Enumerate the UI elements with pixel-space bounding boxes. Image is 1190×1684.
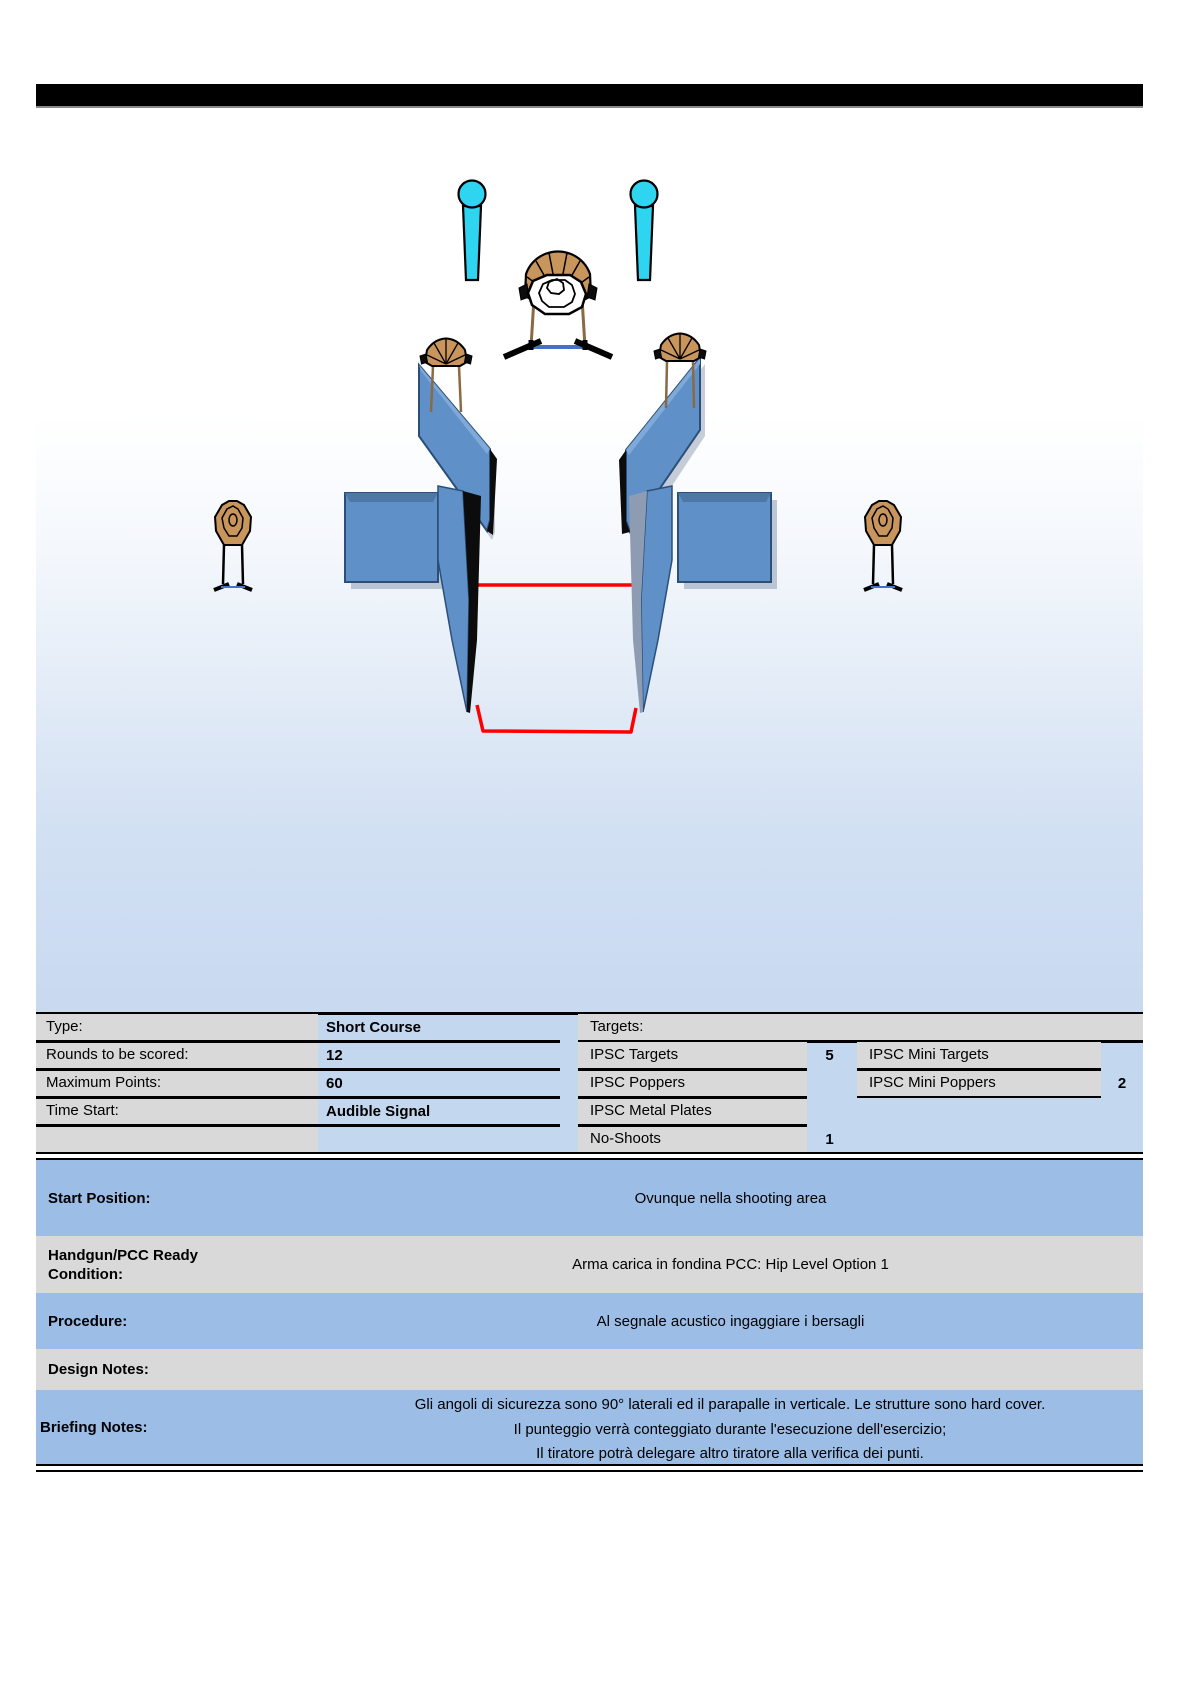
stage-info-table <box>36 1012 1143 1160</box>
procedure-content: Al segnale acustico ingaggiare i bersagli <box>596 1312 865 1330</box>
no-shoots-count: 1 <box>825 1131 834 1148</box>
start-position-label: Start Position: <box>48 1189 151 1207</box>
wall-left-channel <box>438 486 481 713</box>
ipsc-metal-plates-label: IPSC Metal Plates <box>578 1098 807 1124</box>
section-briefing-notes <box>36 1390 1143 1464</box>
targets-header: Targets: <box>578 1014 1143 1040</box>
ipsc-mini-poppers-label: IPSC Mini Poppers <box>857 1070 1101 1096</box>
ipsc-target-far-left <box>214 501 252 590</box>
ipsc-mini-targets-label: IPSC Mini Targets <box>857 1042 1101 1068</box>
type-label: Type: <box>36 1014 318 1040</box>
wall-right-horizontal <box>678 493 777 589</box>
section-procedure <box>36 1293 1143 1349</box>
wall-left-horizontal <box>345 493 444 589</box>
briefing-notes-content <box>300 1393 1160 1467</box>
ipsc-targets-label: IPSC Targets <box>578 1042 807 1068</box>
ready-condition-content: Arma carica in fondina PCC: Hip Level Option 1 <box>572 1256 889 1273</box>
no-shoots-label: No-Shoots <box>578 1126 807 1152</box>
popper-right <box>631 181 658 281</box>
briefing-line: Il tiratore potrà delegare altro tiratore alla verifica dei punti. <box>536 1445 924 1462</box>
section-design-notes <box>36 1349 1143 1390</box>
start-position-content: Ovunque nella shooting area <box>634 1189 827 1207</box>
bottom-double-line <box>36 1464 1143 1472</box>
max-points-value: 60 <box>326 1075 343 1092</box>
briefing-line: Il punteggio verrà conteggiato durante l'esecuzione dell'esercizio; <box>513 1420 947 1438</box>
ipsc-mini-poppers-count: 2 <box>1117 1075 1127 1092</box>
max-points-label: Maximum Points: <box>36 1070 318 1096</box>
rounds-label: Rounds to be scored: <box>36 1042 318 1068</box>
rounds-value: 12 <box>326 1047 343 1064</box>
section-ready-condition <box>36 1236 1143 1293</box>
title-bar <box>36 84 1143 108</box>
separator-double-line <box>36 1152 1143 1160</box>
time-start-value: Audible Signal <box>326 1103 431 1120</box>
briefing-line: Gli angoli di sicurezza sono 90° laterali ed il parapalle in verticale. Le strutture sono hard cover. <box>414 1396 1046 1413</box>
briefing-notes-label: Briefing Notes: <box>40 1418 148 1436</box>
design-notes-label: Design Notes: <box>48 1361 149 1378</box>
shooting-area-boundary <box>475 585 640 732</box>
section-start-position <box>36 1160 1143 1236</box>
wall-right-channel <box>629 486 672 713</box>
ipsc-poppers-label: IPSC Poppers <box>578 1070 807 1096</box>
stage-diagram <box>36 108 1143 1012</box>
procedure-label: Procedure: <box>48 1312 128 1330</box>
time-start-label: Time Start: <box>36 1098 318 1124</box>
ready-condition-label: Handgun/PCC Ready Condition: <box>48 1246 199 1283</box>
design-notes-content <box>318 1349 1143 1390</box>
no-shoot-target <box>528 275 586 314</box>
popper-left <box>459 181 486 281</box>
empty-label-cell <box>36 1126 318 1152</box>
type-value: Short Course <box>326 1019 422 1036</box>
ipsc-targets-count: 5 <box>825 1047 834 1064</box>
ipsc-target-far-right <box>864 501 902 590</box>
